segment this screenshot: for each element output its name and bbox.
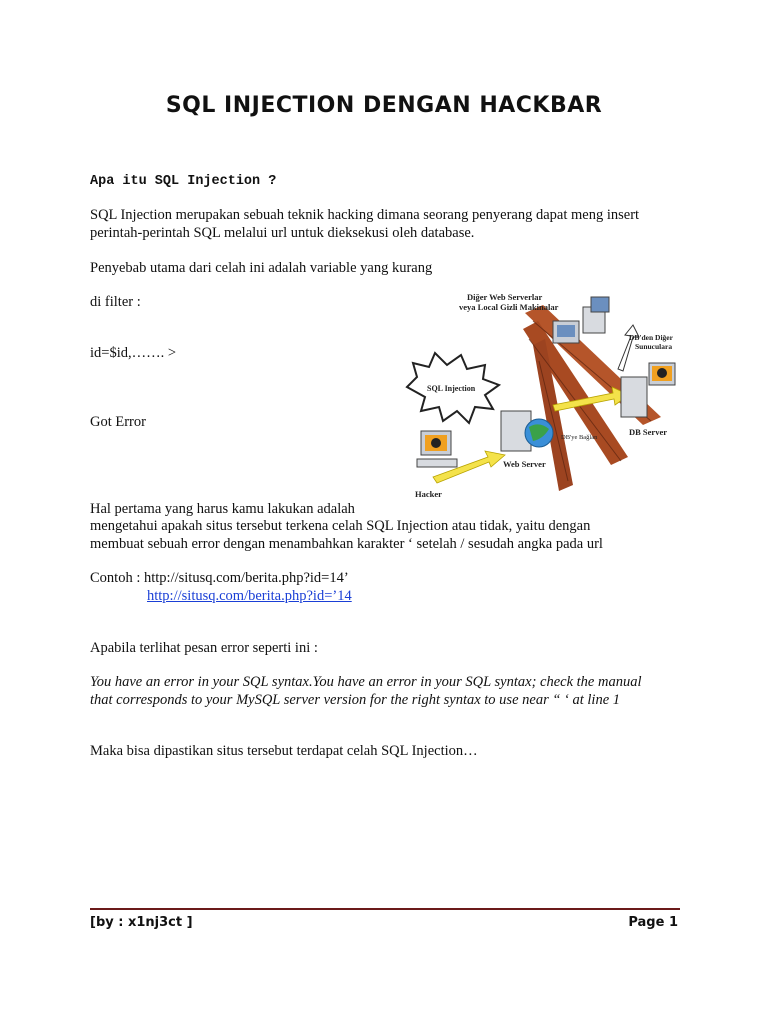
filter-line: di filter :	[90, 294, 141, 310]
example-link-text[interactable]: http://situsq.com/berita.php?id=’14	[147, 588, 352, 604]
if-seen-line: Apabila terlihat pesan error seperti ini :	[90, 640, 318, 656]
hacker-computer-icon	[417, 431, 457, 467]
sql-injection-diagram	[393, 281, 680, 509]
footer-author: [by : x1nj3ct ]	[90, 915, 193, 930]
section-heading: Apa itu SQL Injection ?	[90, 174, 277, 189]
error-message-line-2: that corresponds to your MySQL server version for the right syntax to use near “ ‘ at line 1	[90, 692, 621, 708]
example-line: Contoh : http://situsq.com/berita.php?id=14’	[90, 570, 349, 586]
label-web-server: Web Server	[503, 459, 546, 469]
intro-line-2: perintah-perintah SQL melalui url untuk dieksekusi oleh database.	[90, 225, 475, 241]
conclusion-line: Maka bisa dipastikan situs tersebut terdapat celah SQL Injection…	[90, 743, 478, 759]
label-other-servers-1: Diğer Web Serverlar	[467, 292, 543, 302]
label-db-connect: DB'ye Bağlan	[561, 434, 598, 441]
footer-page-number: Page 1	[628, 915, 678, 930]
error-message-line-1: You have an error in your SQL syntax.You have an error in your SQL syntax; check the manual	[90, 674, 642, 690]
code-line: id=$id,……. >	[90, 345, 177, 361]
first-step-line-1: Hal pertama yang harus kamu lakukan adalah	[90, 501, 355, 517]
label-db-other-2: Sunuculara	[635, 342, 673, 351]
got-error-line: Got Error	[90, 414, 146, 430]
label-sql-injection: SQL Injection	[427, 384, 476, 393]
first-step-line-3: membuat sebuah error dengan menambahkan karakter ‘ setelah / sesudah angka pada url	[90, 536, 603, 552]
example-link[interactable]	[147, 587, 352, 605]
footer-rule	[90, 908, 680, 910]
label-hacker: Hacker	[415, 489, 442, 499]
document-title: SQL INJECTION DENGAN HACKBAR	[165, 93, 603, 118]
cause-line: Penyebab utama dari celah ini adalah variable yang kurang	[90, 260, 433, 276]
intro-line-1: SQL Injection merupakan sebuah teknik hacking dimana seorang penyerang dapat meng insert	[90, 207, 640, 223]
label-other-servers-2: veya Local Gizli Makinalar	[459, 302, 559, 312]
label-db-server: DB Server	[629, 427, 668, 437]
label-db-other-1: DB'den Diğer	[629, 333, 673, 342]
first-step-line-2: mengetahui apakah situs tersebut terkena celah SQL Injection atau tidak, yaitu dengan	[90, 518, 591, 534]
